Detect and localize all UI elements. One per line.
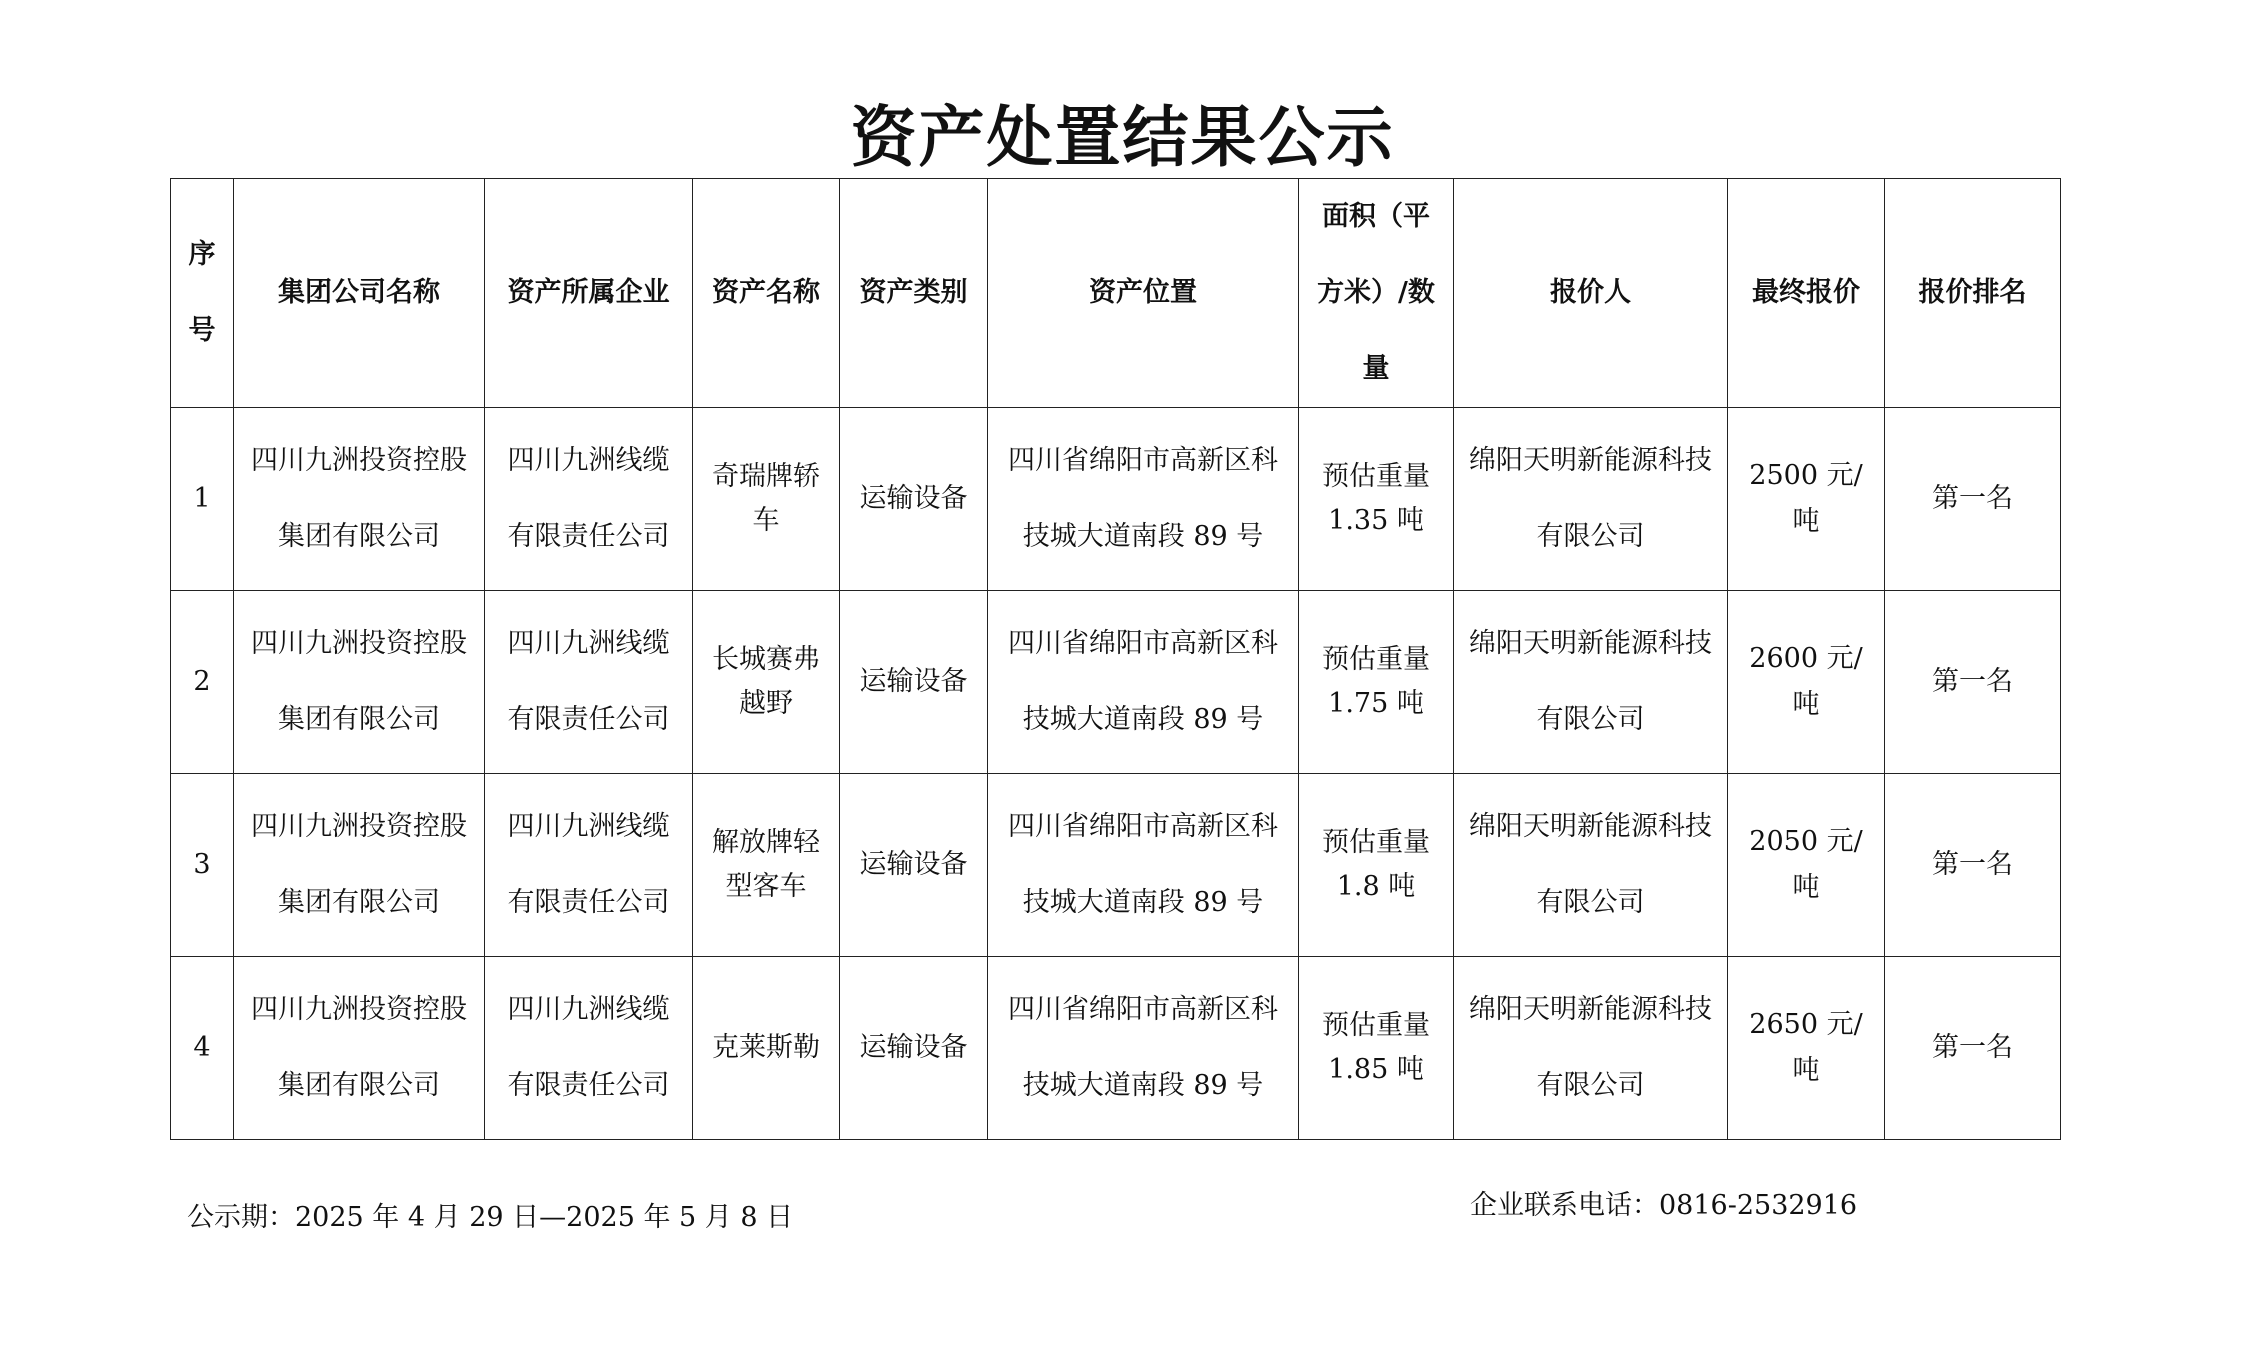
- cell-asset-category: 运输设备: [840, 591, 988, 774]
- disposal-results-table: [170, 178, 2061, 1140]
- cell-quantity: 预估重量 1.75 吨: [1299, 591, 1454, 774]
- header-asset-location: 资产位置: [988, 179, 1299, 408]
- cell-asset-category: 运输设备: [840, 957, 988, 1140]
- cell-bidder: 绵阳天明新能源科技有限公司: [1454, 591, 1728, 774]
- cell-owning-enterprise: 四川九洲线缆有限责任公司: [485, 774, 693, 957]
- cell-bid-rank: 第一名: [1885, 408, 2061, 591]
- cell-final-price: 2650 元/吨: [1728, 957, 1885, 1140]
- header-bidder: 报价人: [1454, 179, 1728, 408]
- cell-bid-rank: 第一名: [1885, 774, 2061, 957]
- header-asset-name: 资产名称: [693, 179, 840, 408]
- header-final-price: 最终报价: [1728, 179, 1885, 408]
- cell-quantity: 预估重量 1.8 吨: [1299, 774, 1454, 957]
- header-asset-category: 资产类别: [840, 179, 988, 408]
- cell-asset-category: 运输设备: [840, 774, 988, 957]
- cell-asset-location: 四川省绵阳市高新区科技城大道南段 89 号: [988, 957, 1299, 1140]
- cell-quantity: 预估重量 1.35 吨: [1299, 408, 1454, 591]
- cell-bidder: 绵阳天明新能源科技有限公司: [1454, 408, 1728, 591]
- cell-asset-location: 四川省绵阳市高新区科技城大道南段 89 号: [988, 408, 1299, 591]
- table-row: [171, 408, 2061, 591]
- publicity-period: 公示期：2025 年 4 月 29 日—2025 年 5 月 8 日: [187, 1202, 794, 1233]
- cell-group-company: 四川九洲投资控股集团有限公司: [234, 774, 485, 957]
- cell-serial-number: 1: [171, 408, 234, 591]
- cell-asset-name: 长城赛弗越野: [693, 591, 840, 774]
- cell-owning-enterprise: 四川九洲线缆有限责任公司: [485, 591, 693, 774]
- cell-bid-rank: 第一名: [1885, 591, 2061, 774]
- cell-serial-number: 2: [171, 591, 234, 774]
- table-header-row: [171, 179, 2061, 408]
- cell-bidder: 绵阳天明新能源科技有限公司: [1454, 957, 1728, 1140]
- cell-bid-rank: 第一名: [1885, 957, 2061, 1140]
- page-title: 资产处置结果公示: [850, 98, 1395, 176]
- table-row: [171, 591, 2061, 774]
- cell-asset-category: 运输设备: [840, 408, 988, 591]
- header-owning-enterprise: 资产所属企业: [485, 179, 693, 408]
- cell-serial-number: 3: [171, 774, 234, 957]
- table-row: [171, 774, 2061, 957]
- cell-owning-enterprise: 四川九洲线缆有限责任公司: [485, 957, 693, 1140]
- cell-asset-name: 奇瑞牌轿车: [693, 408, 840, 591]
- cell-final-price: 2050 元/吨: [1728, 774, 1885, 957]
- cell-final-price: 2600 元/吨: [1728, 591, 1885, 774]
- header-area-quantity: 面积（平方米）/数量: [1299, 179, 1454, 408]
- cell-asset-location: 四川省绵阳市高新区科技城大道南段 89 号: [988, 774, 1299, 957]
- contact-phone: 企业联系电话：0816-2532916: [1470, 1190, 1858, 1221]
- header-serial-number: 序号: [171, 179, 234, 408]
- cell-group-company: 四川九洲投资控股集团有限公司: [234, 591, 485, 774]
- cell-serial-number: 4: [171, 957, 234, 1140]
- cell-final-price: 2500 元/吨: [1728, 408, 1885, 591]
- cell-asset-location: 四川省绵阳市高新区科技城大道南段 89 号: [988, 591, 1299, 774]
- table-row: [171, 957, 2061, 1140]
- cell-group-company: 四川九洲投资控股集团有限公司: [234, 957, 485, 1140]
- cell-asset-name: 克莱斯勒: [693, 957, 840, 1140]
- cell-owning-enterprise: 四川九洲线缆有限责任公司: [485, 408, 693, 591]
- header-bid-rank: 报价排名: [1885, 179, 2061, 408]
- cell-group-company: 四川九洲投资控股集团有限公司: [234, 408, 485, 591]
- header-group-company: 集团公司名称: [234, 179, 485, 408]
- cell-asset-name: 解放牌轻型客车: [693, 774, 840, 957]
- cell-quantity: 预估重量 1.85 吨: [1299, 957, 1454, 1140]
- cell-bidder: 绵阳天明新能源科技有限公司: [1454, 774, 1728, 957]
